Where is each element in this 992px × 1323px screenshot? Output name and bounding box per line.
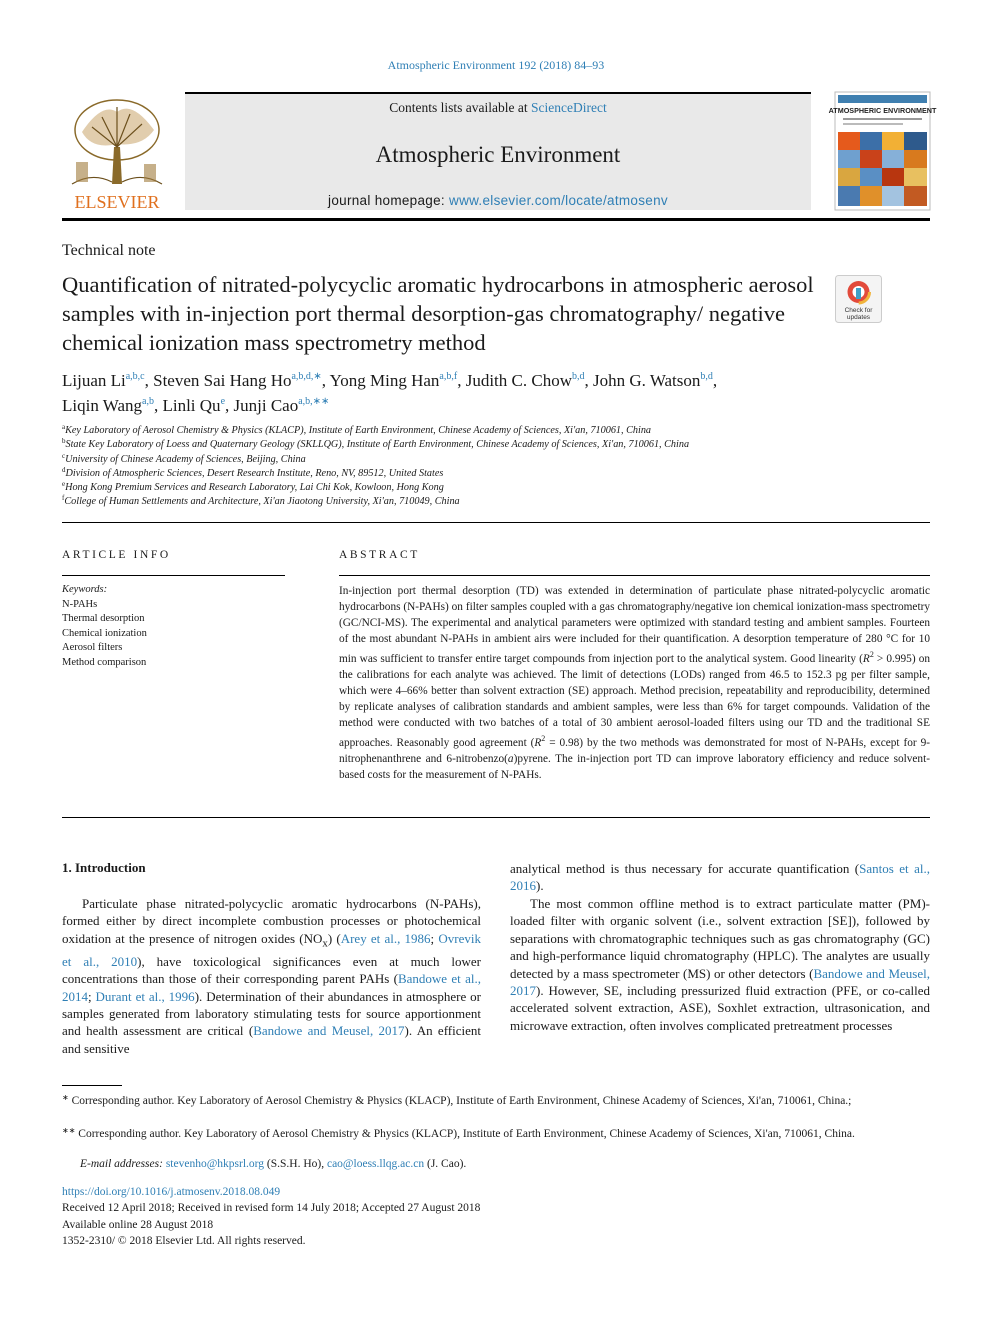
author-separator: , (144, 371, 154, 390)
author-name[interactable]: Lijuan Li (62, 371, 126, 390)
affiliation-text: University of Chinese Academy of Sciences, Beijing, China (65, 453, 306, 465)
keywords-label: Keywords: (62, 584, 108, 595)
footnote-text-2: Corresponding author. Key Laboratory of Aerosol Chemistry & Physics (KLACP), Institute of Earth Environment, Chinese Academy of Sciences, Xi'an, 710061, China. (75, 1128, 855, 1140)
author-affiliation-marks[interactable]: a,b,∗∗ (298, 396, 330, 407)
author-list (62, 368, 882, 418)
footnote-rule (62, 1085, 122, 1086)
elsevier-wordmark: ELSEVIER (74, 192, 160, 212)
contents-prefix: Contents lists available at (389, 100, 531, 115)
citation-link[interactable]: Ovrevik et al., 2010 (62, 930, 481, 969)
author-name[interactable]: Steven Sai Hang Ho (153, 371, 292, 390)
author-affiliation-marks[interactable]: b,d (571, 371, 585, 382)
author-name[interactable]: Yong Ming Han (329, 371, 440, 390)
homepage-link[interactable]: www.elsevier.com/locate/atmosenv (449, 193, 668, 208)
cover-title: ATMOSPHERIC ENVIRONMENT (828, 106, 937, 115)
sciencedirect-link[interactable]: ScienceDirect (531, 100, 607, 115)
doi-link[interactable]: https://doi.org/10.1016/j.atmosenv.2018.08.049 (62, 1186, 281, 1198)
author-name[interactable]: Linli Qu (162, 396, 221, 415)
email-owner-cao: (J. Cao). (424, 1158, 467, 1170)
crossmark-label-2: updates (846, 314, 871, 321)
author-separator: , (321, 371, 330, 390)
journal-cover-image (828, 92, 937, 210)
keyword[interactable]: Aerosol filters (62, 642, 123, 653)
footnote-mark-1: ∗ (62, 1093, 69, 1102)
body-text: ). An efficient and sensitive (62, 1023, 482, 1056)
author-separator: , (457, 371, 466, 390)
author-affiliation-marks[interactable]: a,b (142, 396, 154, 407)
article-info-heading: ARTICLE INFO (62, 549, 171, 561)
available-online: Available online 28 August 2018 (62, 1218, 214, 1231)
author-affiliation-marks[interactable]: a,b,f (439, 371, 458, 382)
affiliation-text: Division of Atmospheric Sciences, Desert Research Institute, Reno, NV, 89512, United States (65, 467, 444, 479)
journal-homepage (185, 193, 811, 208)
header-rule (62, 218, 930, 221)
citation-link[interactable]: Bandowe and Meusel, 2017 (253, 1023, 405, 1039)
keyword[interactable]: N-PAHs (62, 598, 98, 610)
affiliation (62, 467, 930, 481)
journal-cover-thumbnail[interactable] (828, 92, 937, 210)
abstract-part-1: In-injection port thermal desorption (TD) was extended in determination of particulate phase nitrated-polycyclic aromatic hydrocarbons (N-PAHs) on filter samples coupled with a gas chromatography/negative ion chemical ionization-mass spectrometry (GC/NCI-MS). The experimental and analytical parameters were optimized with standard testing and ambient samples. Fourteen of the most abundant N-PAHs in ambient airs were included for their quantification. A desorption temperature of 280 °C for 10 min was sufficient to transfer entire target compounds from injection port to the analytical system. Good linearity ( (339, 585, 930, 665)
abstract-part-4: )pyrene. The in-injection port TD can improve laboratory efficiency and reduce solvent-based costs for the measurement of N-PAHs. (339, 752, 930, 781)
introduction-heading: 1. Introduction (62, 860, 146, 875)
author (62, 371, 145, 390)
affiliation (62, 495, 930, 509)
crossmark-icon (835, 275, 882, 323)
journal-name: Atmospheric Environment (375, 142, 621, 167)
author-name[interactable]: Judith C. Chow (465, 371, 572, 390)
body-text: ), have toxicological significances even at much lower concentrations than those of their corresponding parent PAHs ( (62, 953, 481, 987)
article-info-rule (62, 575, 285, 576)
subscript: x (322, 937, 328, 950)
author-name[interactable]: John G. Watson (592, 371, 701, 390)
email-link-ho[interactable]: stevenho@hkpsrl.org (165, 1158, 265, 1170)
body-text: ). However, SE, including pressurized fluid extraction (PFE, or co-called accelerated solvent extraction, ASE), Soxhlet extraction, ultrasonication, and microwave extraction, often involves complicated pretreatment processes (510, 983, 930, 1033)
email-label: E-mail addresses: (80, 1158, 166, 1170)
body-text: ). (536, 878, 544, 894)
author-name[interactable]: Junji Cao (233, 396, 299, 415)
author (153, 371, 322, 390)
author (466, 371, 585, 390)
footnote-emails (62, 1156, 930, 1172)
body-column-left (62, 895, 481, 1057)
affiliation-key: d (62, 465, 66, 474)
affiliation-key: e (62, 480, 66, 489)
body-text: ). Determination of their abundances in atmosphere or samples generated from laboratory stimulating tests for source apportionment and health assessment are critical ( (62, 988, 481, 1039)
abstract-heading: ABSTRACT (339, 549, 420, 561)
check-for-updates-badge[interactable] (835, 275, 882, 323)
affiliation-text: College of Human Settlements and Architecture, Xi'an Jiaotong University, Xi'an, 710049, China (64, 496, 460, 508)
body-text: ; (430, 930, 439, 946)
email-link-cao[interactable]: cao@loess.llqg.ac.cn (326, 1158, 425, 1170)
citation-link[interactable]: Santos et al., 2016 (510, 861, 930, 894)
author-separator: , (153, 396, 163, 415)
affiliation (62, 438, 930, 452)
email-owner-ho: (S.S.H. Ho), (264, 1158, 327, 1170)
contents-line (185, 100, 811, 116)
publication-history: Received 12 April 2018; Received in revised form 14 July 2018; Accepted 27 August 2018 (62, 1202, 481, 1215)
publication-info (62, 1184, 480, 1249)
section-divider-bottom (62, 817, 930, 818)
r2-power: 2 (869, 650, 874, 659)
keyword[interactable]: Method comparison (62, 656, 147, 668)
section-divider-top (62, 522, 930, 523)
keyword[interactable]: Chemical ionization (62, 627, 147, 639)
body-column-right-lead (510, 860, 930, 895)
author (330, 371, 458, 390)
footnote-text-1: Corresponding author. Key Laboratory of Aerosol Chemistry & Physics (KLACP), Institute of Earth Environment, Chinese Academy of Sciences, Xi'an, 710061, China.; (68, 1095, 852, 1107)
author (234, 396, 330, 415)
author-affiliation-marks[interactable]: b,d (700, 371, 713, 382)
citation-link[interactable]: Durant et al., 1996 (95, 988, 195, 1004)
journal-citation[interactable]: Atmospheric Environment 192 (2018) 84–93 (387, 58, 605, 72)
copyright: 1352-2310/ © 2018 Elsevier Ltd. All rights reserved. (62, 1234, 306, 1247)
author-affiliation-marks[interactable]: a,b,c (125, 371, 145, 382)
author-separator: , (712, 371, 718, 390)
author (62, 396, 154, 415)
affiliation-key: c (62, 451, 66, 460)
citation-link[interactable]: Bandowe and Meusel, 2017 (510, 965, 930, 999)
elsevier-logo[interactable] (62, 92, 172, 210)
homepage-prefix: journal homepage: (328, 193, 450, 208)
affiliation-list (62, 424, 930, 510)
author-separator: , (225, 396, 234, 415)
body-text: ; (88, 988, 96, 1004)
abstract-text (339, 583, 930, 783)
article-title: Quantification of nitrated-polycyclic aromatic hydrocarbons in atmospheric aerosol samples with in-injection port thermal desorption-gas chromatography/ negative chemical ionization mass spectrometry method (62, 272, 814, 355)
citation-link[interactable]: Arey et al., 1986 (340, 930, 431, 946)
abstract-rule (339, 575, 930, 576)
r2-power: 2 (541, 733, 546, 743)
affiliation-key: f (62, 494, 65, 503)
author-separator: , (584, 371, 593, 390)
keywords-list (62, 598, 147, 671)
footnote-mark-2: ∗∗ (62, 1126, 76, 1135)
author (162, 396, 225, 415)
body-text: analytical method is thus necessary for accurate quantification ( (510, 861, 860, 876)
affiliation (62, 424, 930, 438)
affiliation-text: State Key Laboratory of Loess and Quaternary Geology (SKLLQG), Institute of Earth Environment, Chinese Academy of Sciences, Xi'an, 710061, China (65, 439, 690, 451)
affiliation (62, 453, 930, 467)
author-name[interactable]: Liqin Wang (62, 396, 143, 415)
body-column-right (510, 895, 930, 1034)
citation-link[interactable]: Bandowe et al., 2014 (62, 971, 481, 1004)
affiliation-key: a (62, 423, 66, 431)
abstract-part-2: > 0.995) on the calibrations for each analyte was achieved. The limit of detections (LODs) ranged from 46.5 to 152.3 pg per filter sample, which were 4–66% better than solvent extraction (SE) approach. Method precision, repeatability and reproducibility, determined by replicate analyses of calibration standards and ambient samples, were less than 6% for target compounds. Validation of the method were conducted with two batches of a total of 30 ambient aerosol-loaded filters using our TD and the traditional SE approaches. Reasonably good agreement ( (339, 652, 930, 749)
affiliation (62, 481, 930, 495)
footnote-corresponding-1 (62, 1090, 930, 1109)
keyword[interactable]: Thermal desorption (62, 613, 145, 624)
footnote-corresponding-2 (62, 1123, 930, 1142)
affiliation-key: b (62, 437, 66, 446)
keywords-block (62, 583, 147, 670)
abstract-italic-a: a (507, 752, 514, 765)
elsevier-tree-icon (62, 92, 172, 210)
author-affiliation-marks[interactable]: e (220, 396, 226, 407)
r2-symbol: R (862, 652, 870, 665)
affiliation-text: Key Laboratory of Aerosol Chemistry & Physics (KLACP), Institute of Earth Environment, Chinese Academy of Sciences, Xi'an, 710061, China (65, 425, 652, 436)
article-type: Technical note (62, 242, 156, 259)
author (593, 371, 713, 390)
abstract-part-3: = 0.98) by the two methods was demonstrated for most of N-PAHs, except for 9-nitrophenanthrene and 6-nitrobenzo( (339, 736, 930, 765)
affiliation-text: Hong Kong Premium Services and Research Laboratory, Lai Chi Kok, Kowloon, Hong Kong (65, 482, 444, 494)
body-text: ) ( (327, 930, 341, 946)
body-text: Particulate phase nitrated-polycyclic aromatic hydrocarbons (N-PAHs), formed either by direct incomplete combustion processes or photochemical oxidation at the presence of nitrogen oxides (NO (62, 896, 481, 946)
r2-symbol: R (534, 736, 542, 749)
crossmark-label-1: Check for (844, 307, 873, 314)
author-affiliation-marks[interactable]: a,b,d,∗ (291, 371, 322, 382)
body-text: The most common offline method is to extract particulate matter (PM)-loaded filter with organic solvent (i.e., solvent extraction [SE]), followed by separations with chromatographic techniques such as gas chromatography (GC) and high-performance liquid chromatography (HPLC). The analytes are usually detected by a mass spectrometer (MS) or other detectors ( (510, 896, 930, 981)
